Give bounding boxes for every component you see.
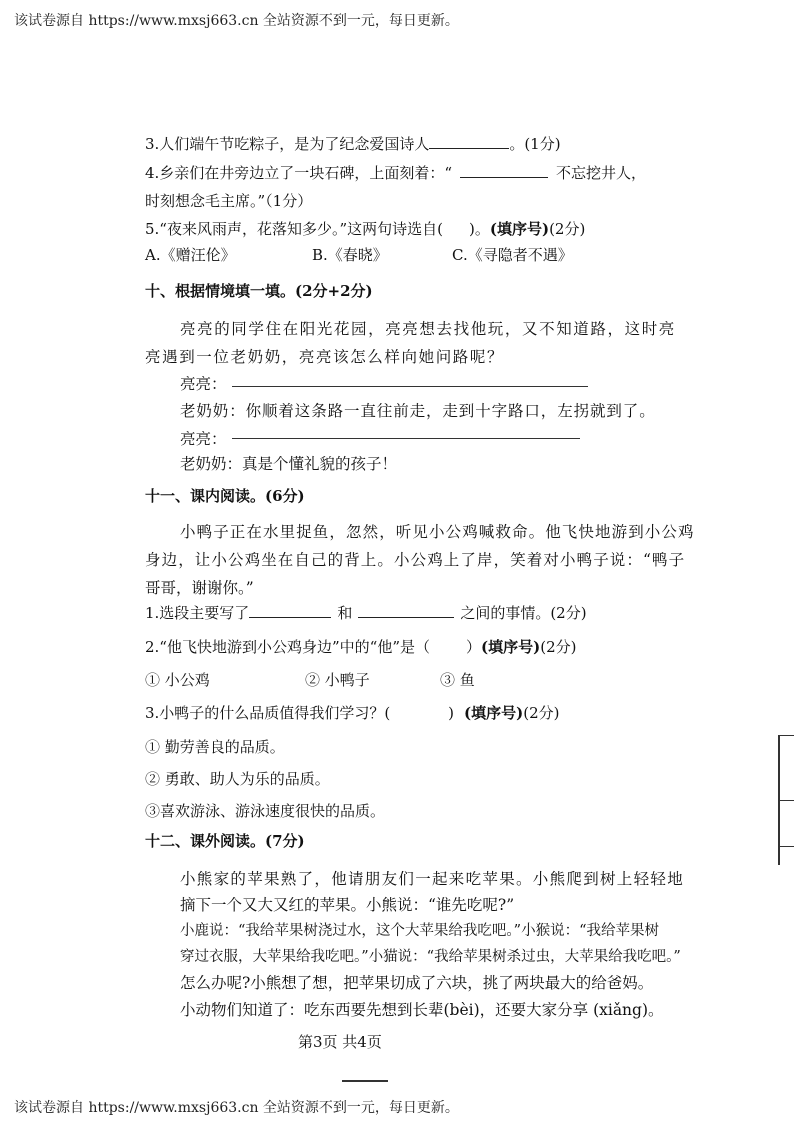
sec11-q3-option-3: ③喜欢游泳、游泳速度很快的品质。 — [145, 802, 386, 820]
q9-item5-score: (2分) — [549, 220, 586, 238]
sec11-q2-option-2: ② 小鸭子 — [305, 671, 370, 689]
sec11-q3 — [145, 702, 559, 723]
sec10-grandma-line1: 老奶奶：你顺着这条路一直往前走，走到十字路口，左拐就到了。 — [180, 402, 656, 420]
sec11-q3-option-2: ② 勇敢、助人为乐的品质。 — [145, 770, 330, 788]
q9-option-a: A.《赠汪伦》 — [145, 246, 236, 264]
q9-item3-blank[interactable] — [429, 134, 509, 149]
sec11-q2-option-1: ① 小公鸡 — [145, 671, 210, 689]
sec11-title: 十一、课内阅读。(6分) — [145, 487, 305, 505]
sec11-q3-tag: (填序号) — [464, 704, 524, 722]
sec11-q3-text: 3.小鸭子的什么品质值得我们学习？( — [145, 704, 391, 722]
sec11-q1 — [145, 602, 587, 623]
q9-item3-score: 。(1分) — [509, 135, 561, 153]
sec12-passage-line1: 小熊家的苹果熟了，他请朋友们一起来吃苹果。小熊爬到树上轻轻地 — [180, 870, 685, 888]
scan-edge-tick-top — [778, 735, 794, 736]
q9-option-b: B.《春晓》 — [312, 246, 388, 264]
q9-item4-text: 4.乡亲们在井旁边立了一块石碑，上面刻着：“ — [145, 164, 452, 182]
q9-item5-text: 5.“夜来风雨声，花落知多少。”这两句诗选自( — [145, 220, 444, 238]
sec11-q2-score: (2分) — [540, 638, 577, 656]
sec11-q1-blank-1[interactable] — [249, 603, 331, 618]
sec10-grandma-line2: 老奶奶：真是个懂礼貌的孩子！ — [180, 455, 398, 473]
footer-dash — [342, 1080, 388, 1082]
sec12-passage-line2: 摘下一个又大又红的苹果。小熊说：“谁先吃呢?” — [180, 896, 515, 914]
sec11-q1-and: 和 — [337, 604, 353, 622]
sec11-passage-line1: 小鸭子正在水里捉鱼，忽然，听见小公鸡喊救命。他飞快地游到小公鸡 — [180, 523, 695, 541]
q9-item4-blank[interactable] — [460, 163, 548, 178]
sec11-q1-score: 之间的事情。(2分) — [460, 604, 587, 622]
sec11-q2 — [145, 636, 576, 657]
sec11-passage-line3: 哥哥，谢谢你。” — [145, 579, 254, 597]
q9-item4-text-post: 不忘挖井人， — [555, 164, 646, 182]
q9-item5-tag: (填序号) — [489, 220, 550, 238]
sec10-answer-line-2[interactable] — [232, 438, 580, 439]
sec10-intro-line2: 亮遇到一位老奶奶，亮亮该怎么样向她问路呢？ — [145, 348, 505, 366]
scan-edge-tick-mid — [778, 800, 794, 801]
sec11-q2-option-3: ③ 鱼 — [440, 671, 475, 689]
sec11-q2-close: ） — [466, 638, 482, 656]
sec10-title: 十、根据情境填一填。(2分+2分) — [145, 282, 373, 300]
sec12-title: 十二、课外阅读。(7分) — [145, 832, 305, 850]
sec11-q1-blank-2[interactable] — [358, 603, 454, 618]
q9-item5-close: )。 — [469, 220, 490, 238]
q9-item3 — [145, 133, 561, 154]
sec12-passage-line5: 怎么办呢?小熊想了想，把苹果切成了六块，挑了两块最大的给爸妈。 — [180, 974, 654, 992]
q9-item3-text: 3.人们端午节吃粽子，是为了纪念爱国诗人 — [145, 135, 430, 153]
sec11-q3-close: ) — [448, 704, 455, 722]
sec10-intro-line1: 亮亮的同学住在阳光花园，亮亮想去找他玩，又不知道路，这时亮 — [180, 320, 676, 338]
source-footer: 该试卷源自 https://www.mxsj663.cn 全站资源不到一元，每日更新。 — [14, 1100, 459, 1116]
sec11-passage-line2: 身边，让小公鸡坐在自己的背上。小公鸡上了岸，笑着对小鸭子说：“鸭子 — [145, 551, 686, 569]
scan-edge-tick-bottom — [778, 846, 794, 847]
source-header: 该试卷源自 https://www.mxsj663.cn 全站资源不到一元，每日更新。 — [14, 13, 459, 29]
sec12-passage-line6: 小动物们知道了：吃东西要先想到长辈(bèi)，还要大家分享 (xiǎng)。 — [180, 1001, 664, 1019]
sec11-q2-text: 2.“他飞快地游到小公鸡身边”中的“他”是（ — [145, 638, 430, 656]
sec12-passage-line4: 穿过衣服，大苹果给我吃吧。”小猫说：“我给苹果树杀过虫，大苹果给我吃吧。” — [180, 949, 681, 965]
sec10-liang-label-2: 亮亮： — [180, 430, 227, 448]
sec10-liang-label-1: 亮亮： — [180, 375, 227, 393]
sec11-q1-text: 1.选段主要写了 — [145, 604, 250, 622]
sec11-q3-option-1: ① 勤劳善良的品质。 — [145, 738, 285, 756]
sec12-passage-line3: 小鹿说：“我给苹果树浇过水，这个大苹果给我吃吧。”小猴说：“我给苹果树 — [180, 923, 659, 939]
sec10-answer-line-1[interactable] — [232, 386, 588, 387]
sec11-q3-score: (2分) — [523, 704, 560, 722]
q9-item4-line2: 时刻想念毛主席。”（1分） — [145, 192, 313, 210]
page-number: 第3页 共4页 — [298, 1033, 382, 1051]
q9-item4 — [145, 162, 646, 183]
sec11-q2-tag: (填序号) — [481, 638, 541, 656]
q9-option-c: C.《寻隐者不遇》 — [452, 246, 573, 264]
q9-item5 — [145, 218, 585, 239]
